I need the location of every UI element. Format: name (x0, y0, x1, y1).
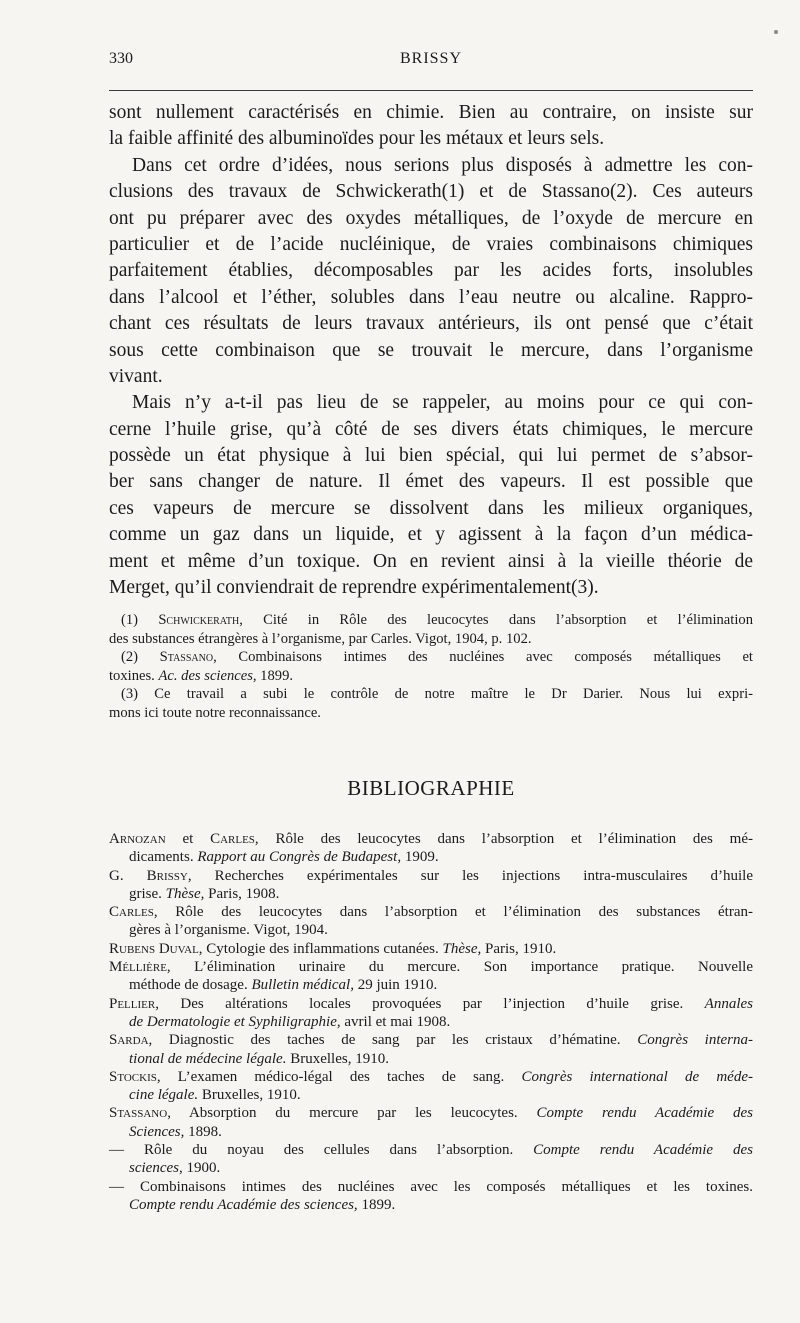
footnote-2: (2) Stassano, Combinaisons intimes des nucléines avec composés métalliques et (121, 649, 753, 666)
bibliography-list (109, 830, 753, 1214)
body-line: clusions des travaux de Schwickerath(1) et de Stassano(2). Ces auteurs (109, 181, 753, 203)
body-line: chant ces résultats de leurs travaux antérieurs, ils ont pensé que c’était (109, 313, 753, 335)
body-line: possède un état physique à lui bien spécial, qui lui permet de s’absor- (109, 445, 753, 467)
footnote-2-cont: toxines. Ac. des sciences, 1899. (109, 667, 294, 684)
body-text (109, 100, 753, 601)
bib-entry-cont: cine légale. Bruxelles, 1910. (129, 1087, 301, 1104)
bibliography-title: BIBLIOGRAPHIE (347, 776, 515, 800)
body-line: ber sans changer de nature. Il émet des vapeurs. Il est possible que (109, 471, 753, 493)
body-line: ont pu préparer avec des oxydes métalliques, de l’oxyde de mercure en (109, 207, 753, 229)
body-line: ment et même d’un toxique. On en revient ainsi à la vieille théorie de (109, 550, 753, 572)
bib-entry-cont: tional de médecine légale. Bruxelles, 1910. (129, 1050, 389, 1067)
footnote-1: (1) Schwickerath, Cité in Rôle des leucocytes dans l’absorption et l’élimination (121, 612, 753, 628)
body-line: Dans cet ordre d’idées, nous serions plus disposés à admettre les con- (132, 154, 753, 176)
body-line: Mais n’y a-t-il pas lieu de se rappeler, au moins pour ce qui con- (132, 392, 753, 414)
body-line: dans l’alcool et l’éther, solubles dans l’eau neutre ou alcaline. Rappro- (109, 286, 753, 308)
body-line: particulier et de l’acide nucléinique, de vraies combinaisons chimiques (109, 233, 753, 255)
footnote-1-cont: des substances étrangères à l’organisme, par Carles. Vigot, 1904, p. 102. (109, 630, 532, 647)
bib-entry: Sarda, Diagnostic des taches de sang par les cristaux d’hématine. Congrès interna- (109, 1032, 753, 1049)
bib-entry: Arnozan et Carles, Rôle des leucocytes dans l’absorption et l’élimination des mé- (109, 831, 753, 847)
scan-speck (774, 30, 778, 34)
page-number: 330 (109, 50, 133, 67)
page-header (109, 50, 753, 76)
body-line: sous cette combinaison que se trouvait le mercure, dans l’organisme (109, 339, 753, 361)
header-rule (109, 90, 753, 91)
body-line: ces vapeurs de mercure se dissolvent dans les milieux organiques, (109, 497, 753, 519)
body-line: Merget, qu’il conviendrait de reprendre expérimentalement(3). (109, 577, 599, 599)
running-title: BRISSY (399, 50, 463, 67)
bib-entry: — Combinaisons intimes des nucléines avec les composés métalliques et les toxines. (109, 1178, 753, 1195)
bib-entry: G. Brissy, Recherches expérimentales sur les injections intra-musculaires d’huile (109, 867, 753, 884)
bib-entry: Pellier, Des altérations locales provoquées par l’injection d’huile grise. Annales (109, 995, 753, 1012)
bib-entry-cont: dicaments. Rapport au Congrès de Budapest, 1909. (129, 849, 439, 866)
body-line: cerne l’huile grise, qu’à côté de ses divers états chimiques, le mercure (109, 418, 753, 440)
bib-entry: Carles, Rôle des leucocytes dans l’absorption et l’élimination des substances étran- (109, 904, 753, 921)
bib-entry: Stockis, L’examen médico-légal des taches de sang. Congrès international de méde- (109, 1068, 753, 1085)
bib-entry-cont: Compte rendu Académie des sciences, 1899. (129, 1196, 396, 1213)
footnote-3: (3) Ce travail a subi le contrôle de notre maître le Dr Darier. Nous lui expri- (121, 686, 753, 703)
bib-entry-cont: Sciences, 1898. (129, 1123, 222, 1140)
body-line: comme un gaz dans un liquide, et y agissent à la façon d’un médica- (109, 524, 753, 546)
bib-entry: Méllière, L’élimination urinaire du mercure. Son importance pratique. Nouvelle (109, 959, 753, 976)
bib-entry-cont: de Dermatologie et Syphiligraphie, avril et mai 1908. (129, 1013, 451, 1030)
body-line: la faible affinité des albuminoïdes pour les métaux et leurs sels. (109, 128, 605, 150)
bib-entry-cont: gères à l’organisme. Vigot, 1904. (129, 922, 328, 939)
body-line: sont nullement caractérisés en chimie. Bien au contraire, on insiste sur (109, 102, 753, 123)
footnotes (109, 611, 753, 723)
body-line: vivant. (109, 365, 163, 387)
bib-entry-cont: méthode de dosage. Bulletin médical, 29 juin 1910. (129, 977, 438, 994)
bib-entry-cont: grise. Thèse, Paris, 1908. (129, 885, 280, 902)
bib-entry: Rubens Duval, Cytologie des inflammations cutanées. Thèse, Paris, 1910. (109, 940, 557, 957)
footnote-3-cont: mons ici toute notre reconnaissance. (109, 704, 321, 721)
body-line: parfaitement établies, décomposables par les acides forts, insolubles (109, 260, 753, 282)
bib-entry: — Rôle du noyau des cellules dans l’absorption. Compte rendu Académie des (109, 1142, 753, 1159)
bib-entry-cont: sciences, 1900. (129, 1160, 221, 1177)
bib-entry: Stassano, Absorption du mercure par les leucocytes. Compte rendu Académie des (109, 1105, 753, 1122)
